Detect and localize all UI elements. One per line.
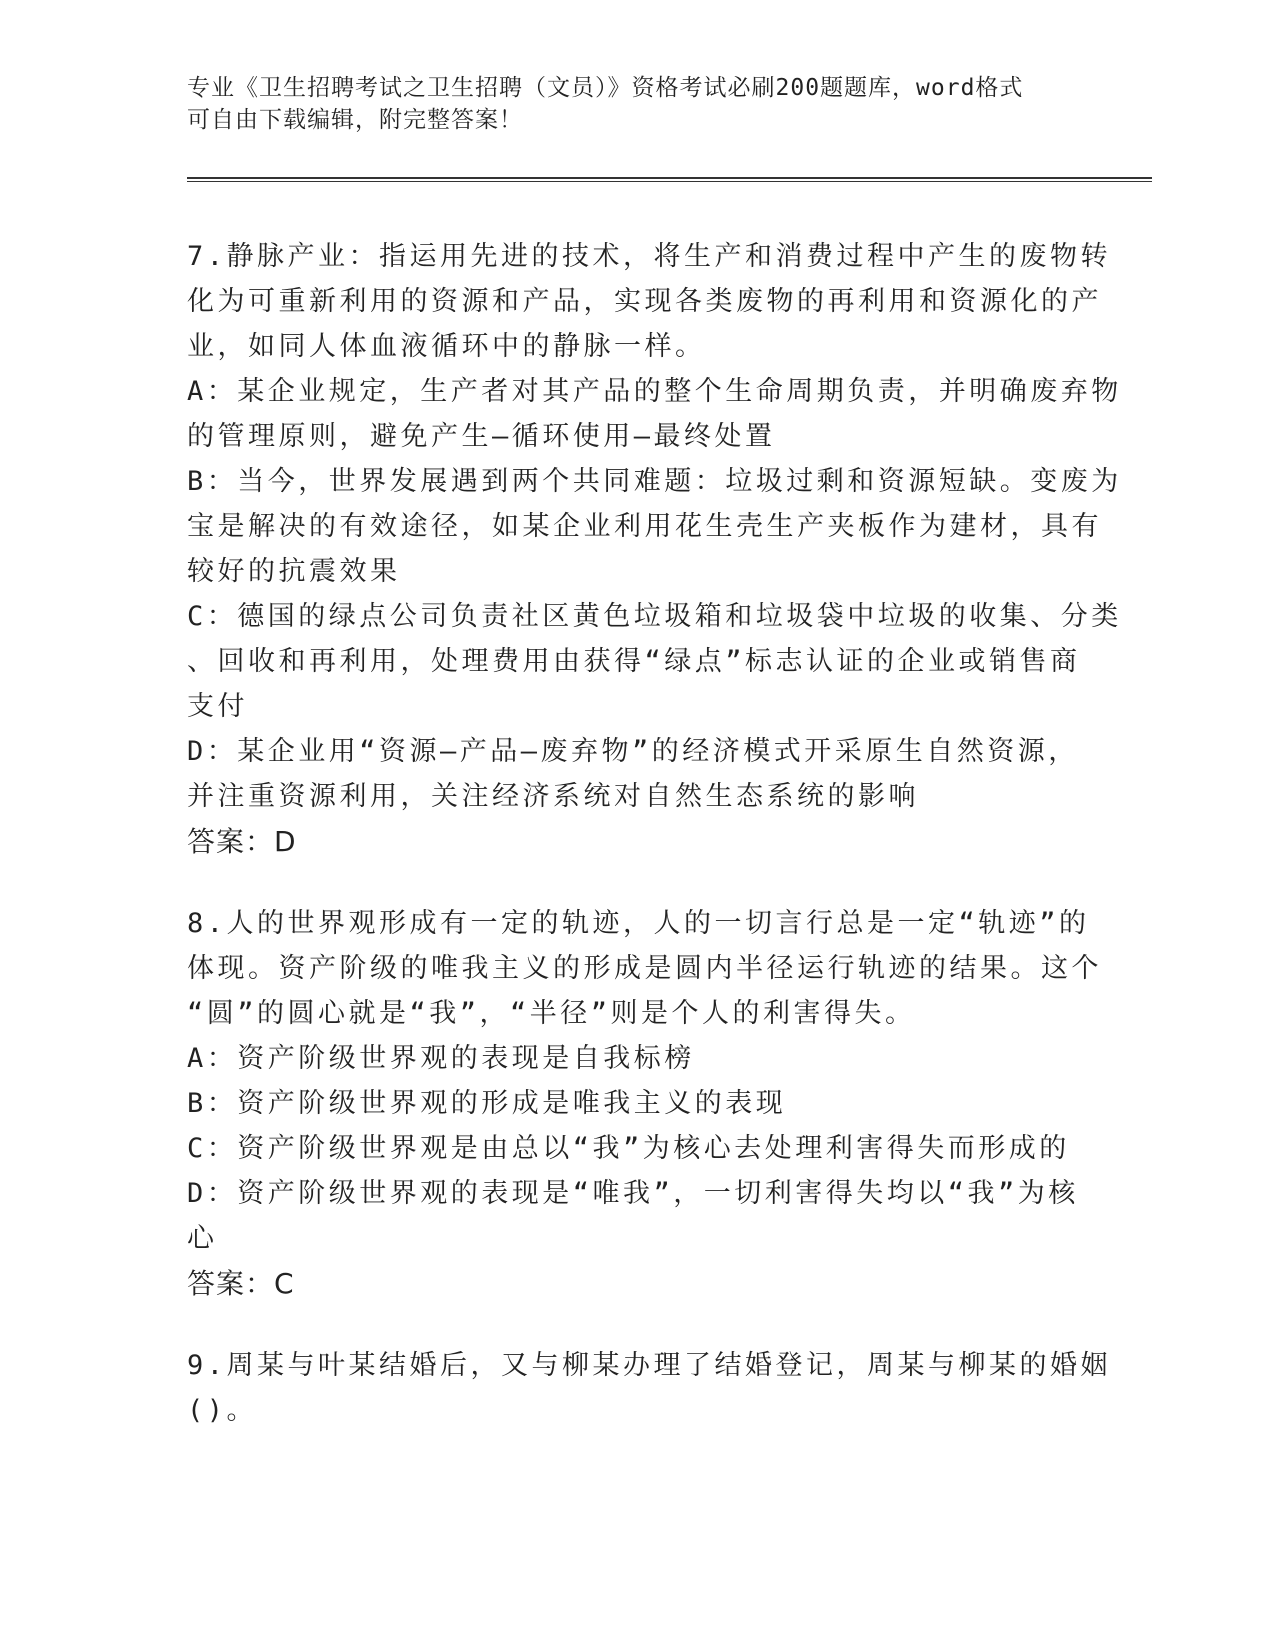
question-list	[187, 234, 1122, 1469]
option-line: 、回收和再利用，处理费用由获得“绿点”标志认证的企业或销售商	[187, 646, 1081, 677]
option-line: A：某企业规定，生产者对其产品的整个生命周期负责，并明确废弃物	[187, 376, 1122, 407]
option-a	[187, 1036, 1087, 1081]
header-title-line-1: 专业《卫生招聘考试之卫生招聘（文员）》资格考试必刷200题题库，word格式	[187, 75, 1024, 101]
question-8	[187, 901, 1102, 1307]
question-stem-line: 业，如同人体血液循环中的静脉一样。	[187, 331, 706, 362]
answer-label: 答案：C	[187, 1267, 295, 1300]
option-a	[187, 369, 1122, 459]
option-d	[187, 1171, 1087, 1261]
question-9	[187, 1343, 1112, 1433]
question-stem-line: ()。	[187, 1395, 258, 1426]
answer-label: 答案：D	[187, 825, 297, 858]
option-line: B：资产阶级世界观的形成是唯我主义的表现	[187, 1088, 787, 1119]
option-line: 的管理原则，避免产生—循环使用—最终处置	[187, 421, 776, 452]
option-line: 宝是解决的有效途径，如某企业利用花生壳生产夹板作为建材，具有	[187, 511, 1102, 542]
question-stem-line: 7.静脉产业：指运用先进的技术，将生产和消费过程中产生的废物转	[187, 241, 1112, 272]
option-c	[187, 594, 1122, 729]
option-b	[187, 1081, 1087, 1126]
question-stem-line: “圆”的圆心就是“我”，“半径”则是个人的利害得失。	[187, 998, 916, 1029]
header-title-line-2: 可自由下载编辑，附完整答案！	[187, 107, 523, 133]
option-line: D：资产阶级世界观的表现是“唯我”，一切利害得失均以“我”为核	[187, 1178, 1079, 1209]
option-line: 心	[187, 1223, 218, 1254]
header-divider	[187, 177, 1152, 182]
document-header	[187, 72, 1087, 136]
option-line: 较好的抗震效果	[187, 556, 401, 587]
question-stem-line: 体现。资产阶级的唯我主义的形成是圆内半径运行轨迹的结果。这个	[187, 953, 1102, 984]
option-line: 并注重资源利用，关注经济系统对自然生态系统的影响	[187, 781, 919, 812]
option-line: D：某企业用“资源—产品—废弃物”的经济模式开采原生自然资源，	[187, 736, 1079, 767]
option-line: C：德国的绿点公司负责社区黄色垃圾箱和垃圾袋中垃圾的收集、分类	[187, 601, 1122, 632]
question-stem-line: 化为可重新利用的资源和产品，实现各类废物的再利用和资源化的产	[187, 286, 1102, 317]
option-d	[187, 729, 1087, 819]
question-stem-line: 9.周某与叶某结婚后，又与柳某办理了结婚登记，周某与柳某的婚姻	[187, 1350, 1112, 1381]
option-line: A：资产阶级世界观的表现是自我标榜	[187, 1043, 695, 1074]
question-7	[187, 234, 1122, 865]
option-b	[187, 459, 1122, 594]
option-line: B：当今，世界发展遇到两个共同难题：垃圾过剩和资源短缺。变废为	[187, 466, 1122, 497]
option-c	[187, 1126, 1087, 1171]
question-stem-line: 8.人的世界观形成有一定的轨迹，人的一切言行总是一定“轨迹”的	[187, 908, 1090, 939]
option-line: 支付	[187, 691, 248, 722]
option-line: C：资产阶级世界观是由总以“我”为核心去处理利害得失而形成的	[187, 1133, 1070, 1164]
